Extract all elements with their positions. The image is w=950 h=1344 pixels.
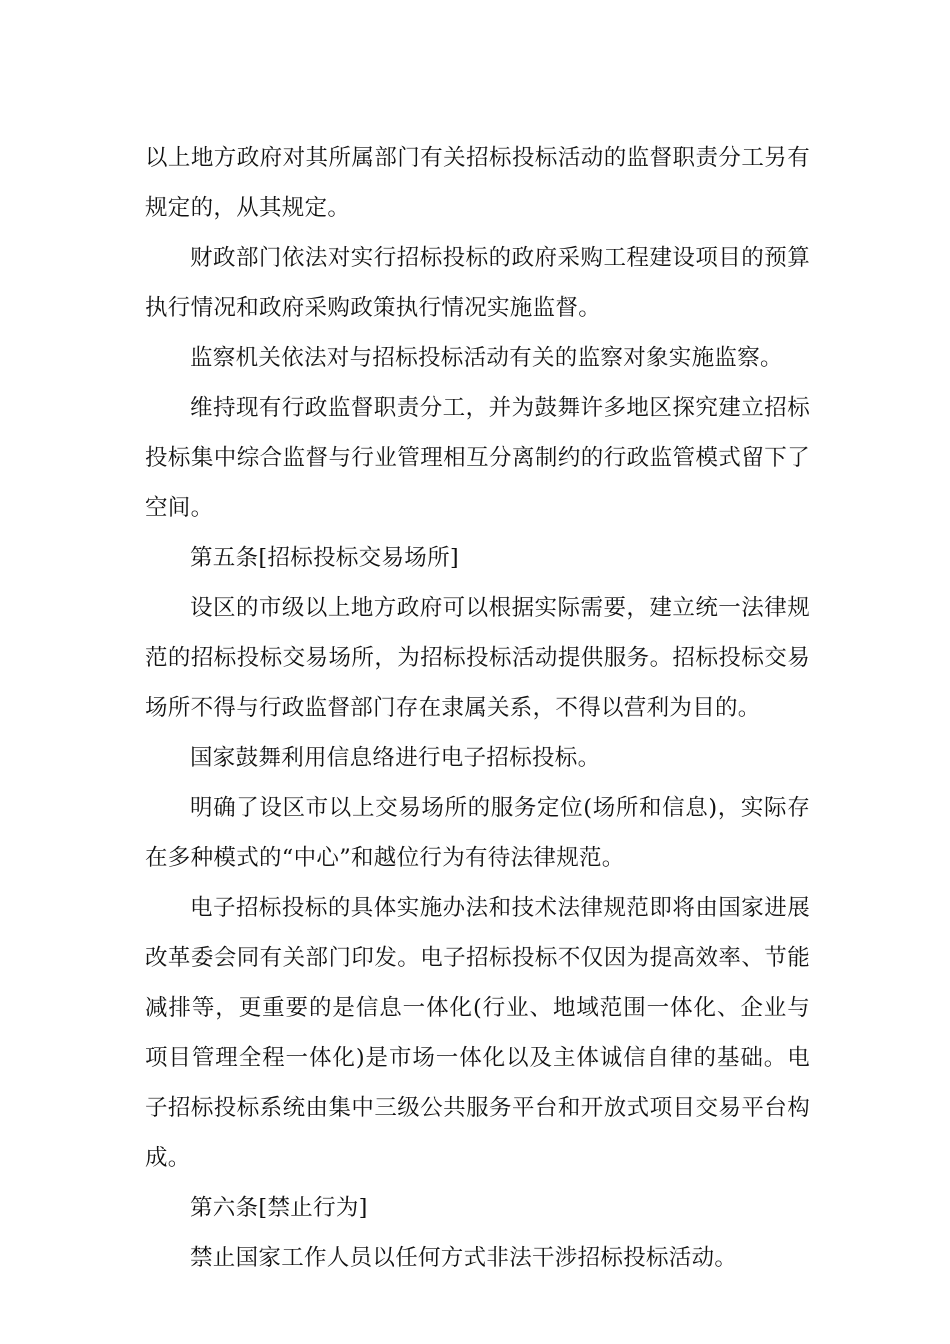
paragraph: 禁止国家工作人员以任何方式非法干涉招标投标活动。 <box>190 1245 738 1271</box>
paragraph: 国家鼓舞利用信息络进行电子招标投标。 <box>190 745 601 771</box>
paragraph: 电子招标投标的具体实施办法和技术法律规范即将由国家进展改革委会同有关部门印发。电子招标投标不仅因为提高效率、节能减排等，更重要的是信息一体化(行业、地域范围一体化、企业与项目管理全程一体化)是市场一体化以及主体诚信自律的基础。电子招标投标系统由集中三级公共服务平台和开放式项目交易平台构成。 <box>145 895 810 1171</box>
paragraph: 财政部门依法对实行招标投标的政府采购工程建设项目的预算执行情况和政府采购政策执行情况实施监督。 <box>145 245 810 321</box>
paragraph: 明确了设区市以上交易场所的服务定位(场所和信息)，实际存在多种模式的“中心”和越位行为有待法律规范。 <box>145 795 810 871</box>
paragraph: 监察机关依法对与招标投标活动有关的监察对象实施监察。 <box>190 345 783 371</box>
article-heading: 第六条[禁止行为] <box>190 1195 368 1221</box>
paragraph-continuation: 以上地方政府对其所属部门有关招标投标活动的监督职责分工另有规定的，从其规定。 <box>145 145 810 221</box>
document-body <box>145 133 810 1283</box>
paragraph: 设区的市级以上地方政府可以根据实际需要，建立统一法律规范的招标投标交易场所，为招标投标活动提供服务。招标投标交易场所不得与行政监督部门存在隶属关系，不得以营利为目的。 <box>145 595 810 721</box>
paragraph: 维持现有行政监督职责分工，并为鼓舞许多地区探究建立招标投标集中综合监督与行业管理相互分离制约的行政监管模式留下了空间。 <box>145 395 810 521</box>
article-heading: 第五条[招标投标交易场所] <box>190 545 459 571</box>
